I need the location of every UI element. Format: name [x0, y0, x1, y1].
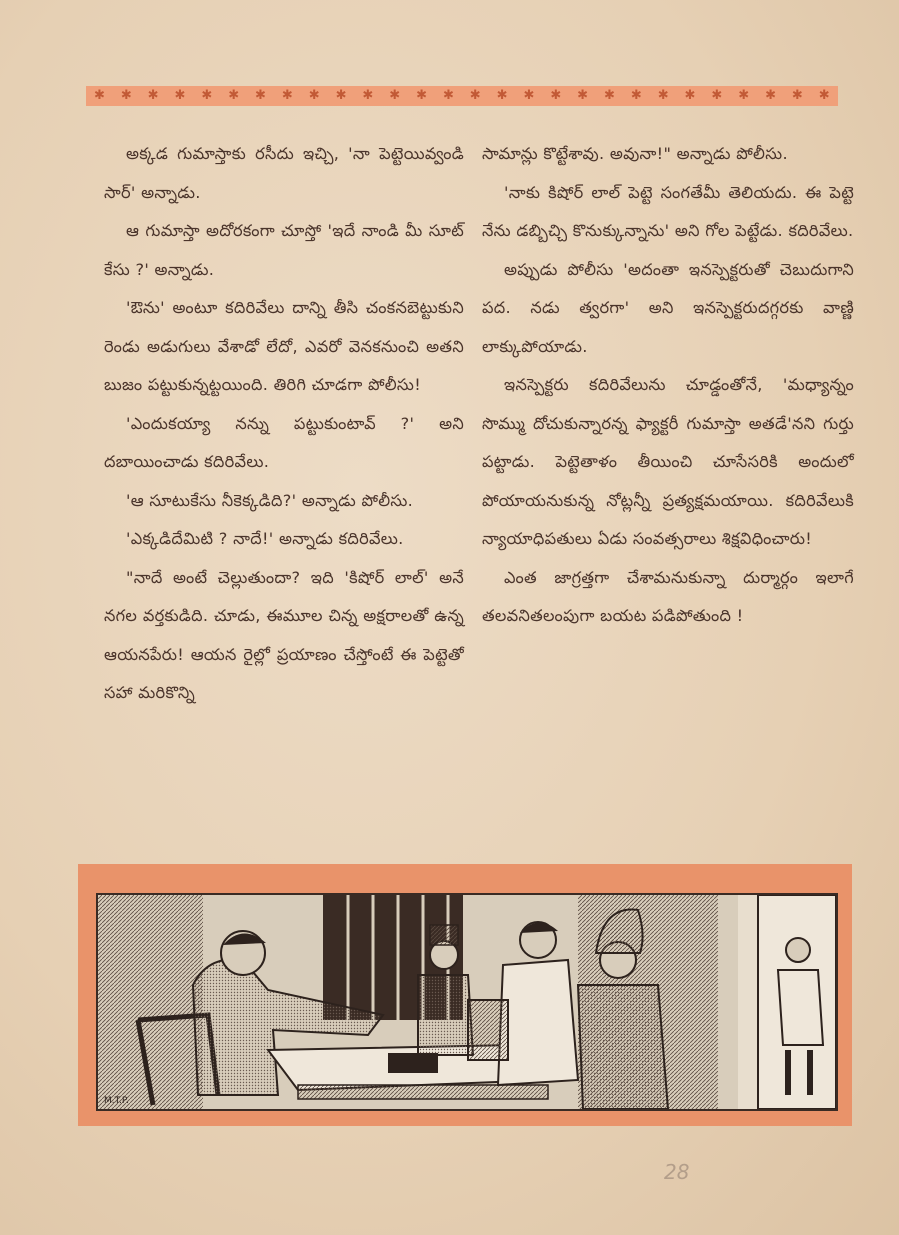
ornament-star-icon: ✱ — [228, 88, 240, 103]
ornament-star-icon: ✱ — [657, 88, 669, 103]
paragraph: సామాన్లు కొట్టేశావు. అవునా!" అన్నాడు పోలీసు. — [482, 144, 788, 163]
ornament-star-icon: ✱ — [335, 88, 347, 103]
ornament-star-icon: ✱ — [523, 88, 535, 103]
ornament-star-icon: ✱ — [93, 88, 105, 103]
paragraph: 'నాకు కిషోర్ లాల్ పెట్టె సంగతేమీ తెలియదు. ఈ పెట్టె నేను డబ్బిచ్చి కొనుక్కున్నాను' అని గోల పెట్టేడు. కదిరివేలు. — [482, 182, 854, 240]
right-text-column — [482, 135, 854, 636]
ornament-star-icon: ✱ — [281, 88, 293, 103]
ornament-star-icon: ✱ — [308, 88, 320, 103]
ornament-star-icon: ✱ — [496, 88, 508, 103]
paragraph: "నాదే అంటే చెల్లుతుందా? ఇది 'కిషోర్ లాల్' అనే నగల వర్తకుడిది. చూడు, ఈమూల చిన్న అక్షరాలతో ఉన్న ఆయనపేరు! ఆయన రైల్లో ప్రయాణం చేస్తోంటే ఈ పెట్టెతో సహా మరికొన్ని — [104, 567, 464, 702]
ornament-star-icon: ✱ — [684, 88, 696, 103]
header-ornament-strip — [86, 86, 838, 106]
paragraph: 'ఎక్కడిదేమిటి ? నాదే!' అన్నాడు కదిరివేలు. — [126, 529, 404, 548]
paragraph: అక్కడ గుమాస్తాకు రసీదు ఇచ్చి, 'నా పెట్టెయివ్వండి సార్' అన్నాడు. — [104, 144, 464, 202]
ornament-star-icon: ✱ — [738, 88, 750, 103]
police-station-scene-image — [98, 895, 836, 1109]
ornament-star-icon: ✱ — [630, 88, 642, 103]
ornament-star-icon: ✱ — [469, 88, 481, 103]
ornament-star-icon: ✱ — [818, 88, 830, 103]
ornament-star-icon: ✱ — [201, 88, 213, 103]
ornament-star-icon: ✱ — [120, 88, 132, 103]
ornament-star-icon: ✱ — [255, 88, 266, 103]
ornament-star-icon: ✱ — [174, 88, 186, 103]
ornament-star-icon: ✱ — [765, 88, 776, 103]
ornament-star-icon: ✱ — [550, 88, 562, 103]
paragraph: అప్పుడు పోలీసు 'అదంతా ఇనస్పెక్టరుతో చెబుదుగాని పద. నడు త్వరగా' అని ఇనస్పెక్టరుదగ్గరకు వాణ్ణి లాక్కుపోయాడు. — [482, 259, 854, 356]
ornament-star-icon: ✱ — [577, 88, 589, 103]
paragraph: ఎంత జాగ్రత్తగా చేశామనుకున్నా దుర్మార్గం ఇలాగే తలవనితలంపుగా బయట పడిపోతుంది ! — [482, 567, 854, 625]
paragraph: 'ఔను' అంటూ కదిరివేలు దాన్ని తీసి చంకనబెట్టుకుని రెండు అడుగులు వేశాడో లేదో, ఎవరో వెనకనుంచి అతని బుజం పట్టుకున్నట్టయింది. తిరిగి చూడగా పోలీసు! — [104, 298, 464, 394]
left-text-column — [104, 135, 464, 713]
paragraph: ఆ గుమాస్తా అదోరకంగా చూస్తో 'ఇదే నాండి మీ సూట్ కేసు ?' అన్నాడు. — [104, 221, 464, 279]
paragraph: 'ఆ సూటుకేసు నీకెక్కడిది?' అన్నాడు పోలీసు. — [126, 490, 414, 510]
ornament-star-icon: ✱ — [604, 88, 615, 103]
ornament-star-icon: ✱ — [389, 88, 401, 103]
artist-signature: M.T.P. — [104, 1096, 129, 1106]
ornament-star-icon: ✱ — [711, 88, 723, 103]
page-number: 28 — [664, 1160, 690, 1184]
paragraph: ఇనస్పెక్టరు కదిరివేలును చూడ్డంతోనే, 'మధ్యాన్నం సొమ్ము దోచుకున్నారన్న ఫ్యాక్టరీ గుమాస్తా అతడే'నని గుర్తు పట్టాడు. పెట్టెతాళం తీయించి చూసేసరికి అందులో పోయాయనుకున్న నోట్లన్నీ ప్రత్యక్షమయాయి. కదిరివేలుకి న్యాయాధిపతులు ఏడు సంవత్సరాలు శిక్షవిధించారు! — [482, 375, 854, 548]
illustration — [96, 893, 838, 1111]
ornament-star-icon: ✱ — [442, 88, 454, 103]
ornament-star-icon: ✱ — [147, 88, 159, 103]
paragraph: 'ఎందుకయ్యా నన్ను పట్టుకుంటావ్ ?' అని దబాయించాడు కదిరివేలు. — [104, 413, 464, 471]
ornament-star-icon: ✱ — [362, 88, 374, 103]
ornament-star-icon: ✱ — [416, 88, 427, 103]
ornament-star-icon: ✱ — [791, 88, 803, 103]
